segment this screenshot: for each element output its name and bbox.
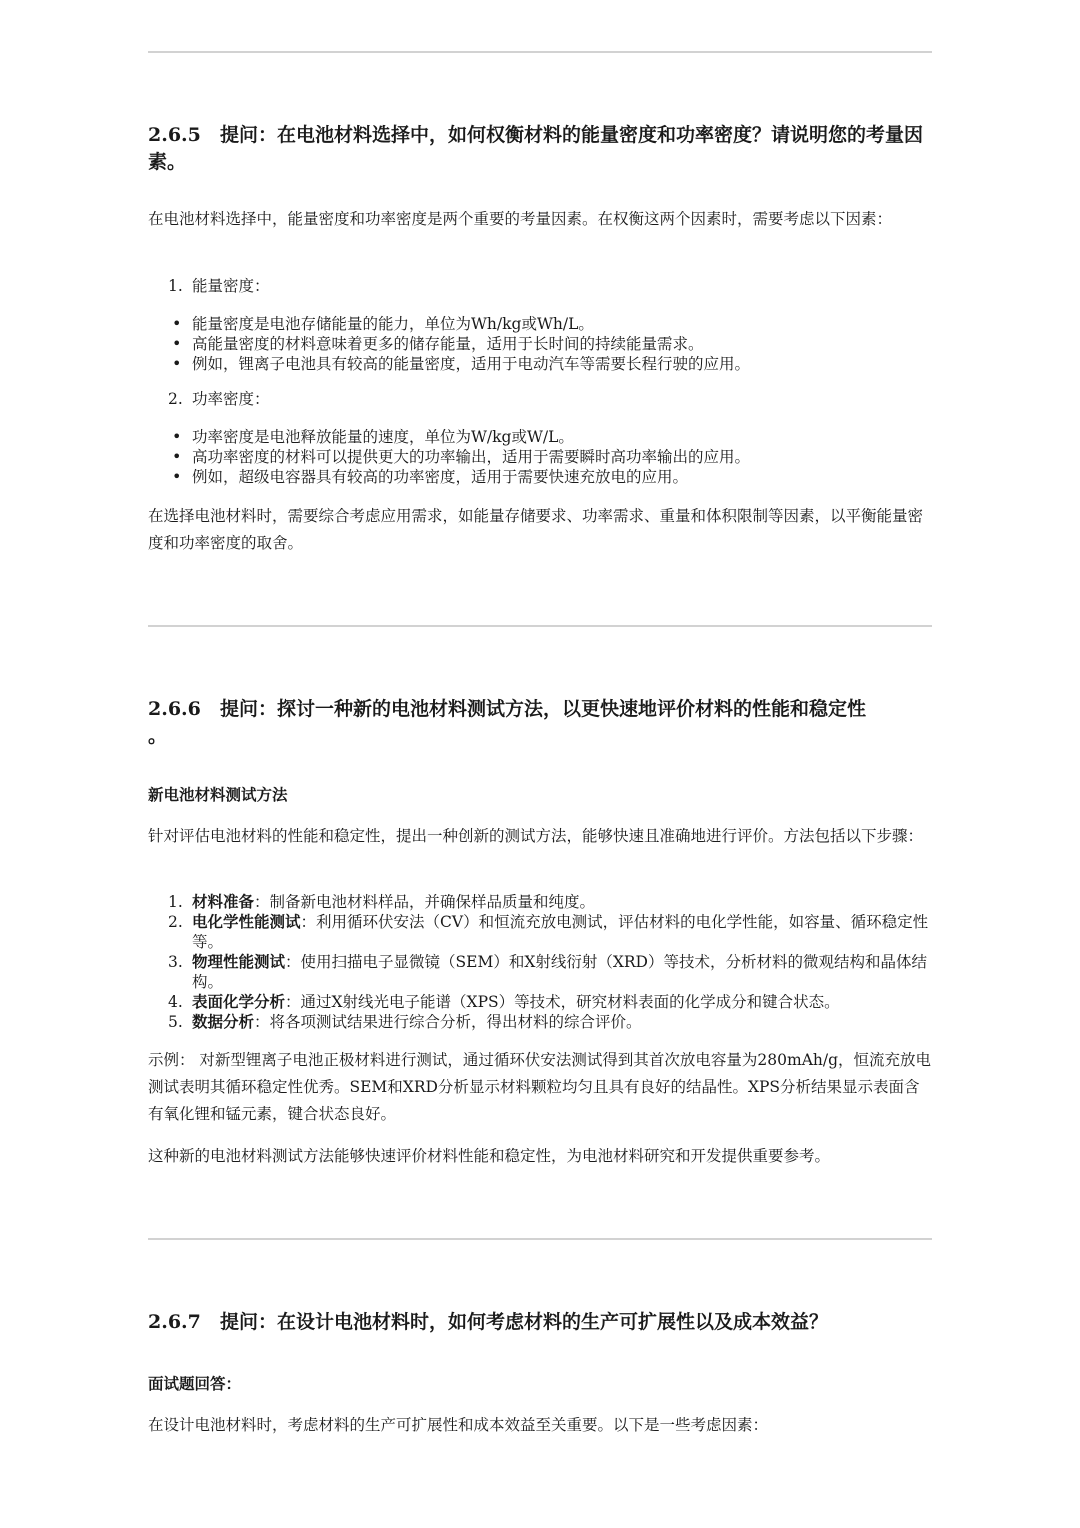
section-number: 2.6.6 xyxy=(148,698,201,720)
section-heading-2-6-6 xyxy=(148,696,932,750)
section-heading-2-6-7 xyxy=(148,1309,932,1336)
section-divider xyxy=(148,625,932,627)
test-steps-list xyxy=(148,892,932,1032)
list-item: 3. 物理性能测试：使用扫描电子显微镜（SEM）和X射线衍射（XRD）等技术，分析材料的微观结构和晶体结构。 xyxy=(168,952,927,991)
list-item: 2. 电化学性能测试：利用循环伏安法（CV）和恒流充放电测试，评估材料的电化学性能，如容量、循环稳定性等。 xyxy=(168,912,929,951)
list-item: • 功率密度是电池释放能量的速度，单位为W/kg或W/L。 xyxy=(148,427,932,447)
list-item: • 能量密度是电池存储能量的能力，单位为Wh/kg或Wh/L。 xyxy=(148,314,932,334)
section-divider xyxy=(148,1238,932,1240)
subheading: 面试题回答： xyxy=(148,1374,242,1393)
list-item: 2. 功率密度： xyxy=(168,390,270,408)
conclusion-paragraph: 在选择电池材料时，需要综合考虑应用需求，如能量存储要求、功率需求、重量和体积限制等因素，以平衡能量密度和功率密度的取舍。 xyxy=(148,507,924,552)
intro-paragraph: 在设计电池材料时，考虑材料的生产可扩展性和成本效益至关重要。以下是一些考虑因素： xyxy=(148,1416,769,1434)
energy-density-bullets xyxy=(148,314,932,374)
list-item: • 例如，锂离子电池具有较高的能量密度，适用于电动汽车等需要长程行驶的应用。 xyxy=(148,354,932,374)
conclusion-paragraph: 这种新的电池材料测试方法能够快速评价材料性能和稳定性，为电池材料研究和开发提供重要参考。 xyxy=(148,1147,831,1165)
section-title: 提问：探讨一种新的电池材料测试方法，以更快速地评价材料的性能和稳定性 xyxy=(220,698,867,720)
factor-list-2 xyxy=(148,389,932,409)
section-number: 2.6.7 xyxy=(148,1311,201,1333)
list-item: 1. 材料准备：制备新电池材料样品，并确保样品质量和纯度。 xyxy=(168,892,596,911)
list-item: 1. 能量密度： xyxy=(168,277,270,295)
section-title: 提问：在电池材料选择中，如何权衡材料的能量密度和功率密度？请说明您的考量因素。 xyxy=(148,124,924,173)
list-item: 4. 表面化学分析：通过X射线光电子能谱（XPS）等技术，研究材料表面的化学成分和键合状态。 xyxy=(168,992,840,1011)
power-density-bullets xyxy=(148,427,932,487)
section-divider xyxy=(148,51,932,53)
intro-paragraph: 在电池材料选择中，能量密度和功率密度是两个重要的考量因素。在权衡这两个因素时，需要考虑以下因素： xyxy=(148,210,893,228)
example-paragraph: 示例： 对新型锂离子电池正极材料进行测试，通过循环伏安法测试得到其首次放电容量为280mAh/g，恒流充放电测试表明其循环稳定性优秀。SEM和XRD分析显示材料颗粒均匀且具有良好的结晶性。XPS分析结果显示表面含有氧化锂和锰元素，键合状态良好。 xyxy=(148,1051,932,1123)
factor-list-1 xyxy=(148,276,932,296)
list-item: • 高功率密度的材料可以提供更大的功率输出，适用于需要瞬时高功率输出的应用。 xyxy=(148,447,932,467)
section-number: 2.6.5 xyxy=(148,124,201,146)
list-item: • 例如，超级电容器具有较高的功率密度，适用于需要快速充放电的应用。 xyxy=(148,467,932,487)
subheading: 新电池材料测试方法 xyxy=(148,785,288,804)
list-item: 5. 数据分析：将各项测试结果进行综合分析，得出材料的综合评价。 xyxy=(168,1012,642,1031)
section-heading-2-6-5 xyxy=(148,122,932,176)
list-item: • 高能量密度的材料意味着更多的储存能量，适用于长时间的持续能量需求。 xyxy=(148,334,932,354)
section-title-tail: 。 xyxy=(148,725,168,747)
intro-paragraph: 针对评估电池材料的性能和稳定性，提出一种创新的测试方法，能够快速且准确地进行评价。方法包括以下步骤： xyxy=(148,827,924,845)
section-title: 提问：在设计电池材料时，如何考虑材料的生产可扩展性以及成本效益？ xyxy=(220,1311,829,1333)
